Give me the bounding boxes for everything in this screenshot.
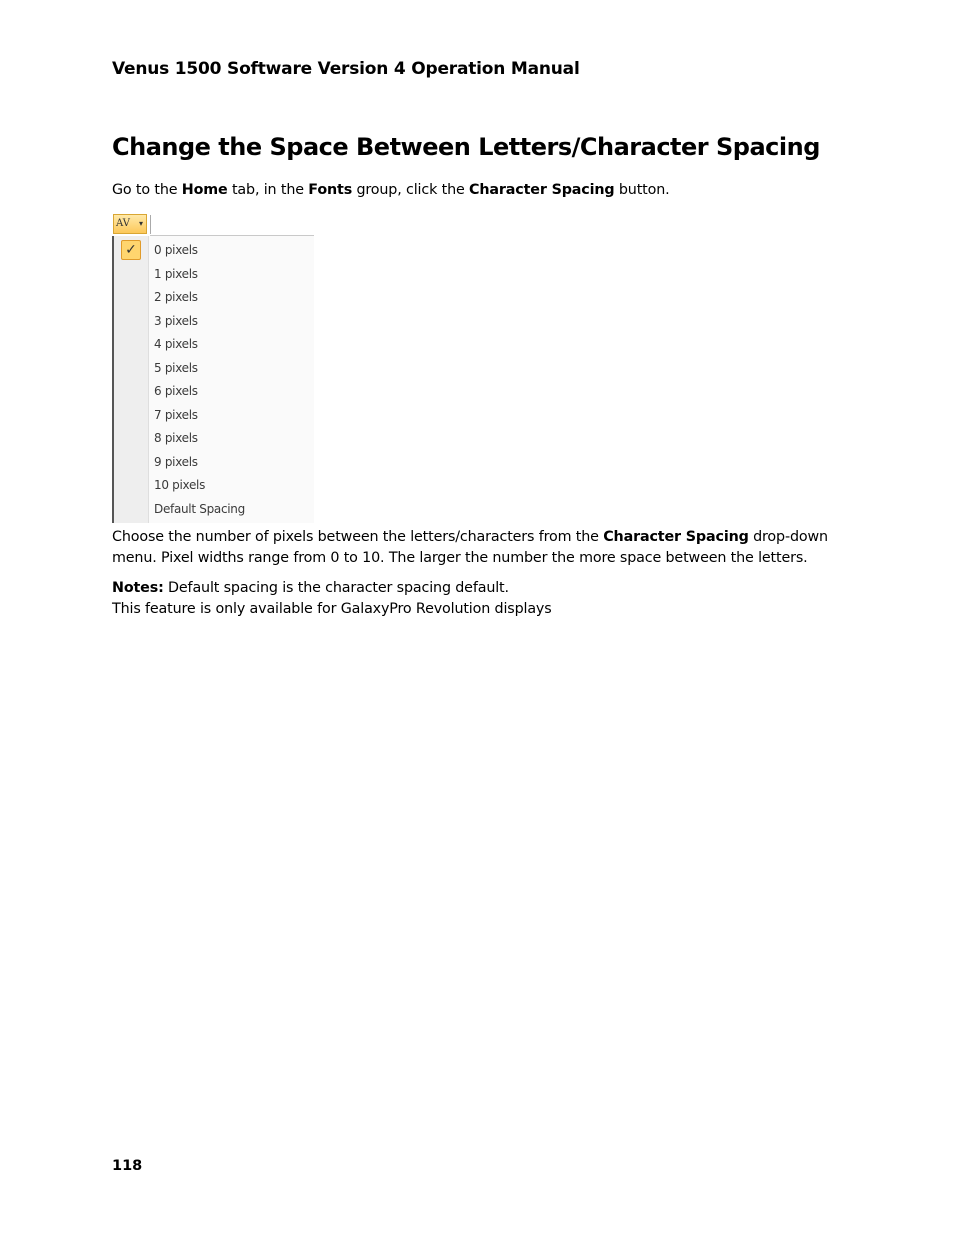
menu-item-3-pixels[interactable]: 3 pixels [154,314,198,328]
character-spacing-button[interactable] [113,214,147,234]
section-heading: Change the Space Between Letters/Character Spacing [112,133,820,161]
menu-item-10-pixels[interactable]: 10 pixels [154,478,206,492]
menu-item-2-pixels[interactable]: 2 pixels [154,290,198,304]
notes-line-2: This feature is only available for GalaxyPro Revolution displays [112,601,552,617]
menu-item-6-pixels[interactable]: 6 pixels [154,384,198,398]
menu-item-5-pixels[interactable]: 5 pixels [154,361,198,375]
menu-icon-column [114,236,149,523]
intro-text-1: Go to the [112,182,182,198]
menu-item-default-spacing[interactable]: Default Spacing [154,502,245,516]
menu-item-8-pixels[interactable]: 8 pixels [154,431,198,445]
description-bold-character-spacing: Character Spacing [603,529,749,545]
intro-bold-fonts: Fonts [308,182,353,198]
character-spacing-dropdown-screenshot [112,213,314,523]
checkmark-icon: ✓ [121,240,141,260]
page-number: 118 [112,1158,143,1174]
menu-item-7-pixels[interactable]: 7 pixels [154,408,198,422]
ribbon-strip [112,213,314,236]
intro-text-4: button. [614,182,670,198]
document-header-title: Venus 1500 Software Version 4 Operation Manual [112,59,580,79]
description-paragraph [112,527,828,569]
description-line-2: menu. Pixel widths range from 0 to 10. The larger the number the more space between the letters. [112,550,808,566]
menu-item-4-pixels[interactable]: 4 pixels [154,337,198,351]
intro-bold-character-spacing: Character Spacing [469,182,615,198]
intro-text-2: tab, in the [227,182,309,198]
character-spacing-icon: AV [116,218,130,229]
notes-paragraph [112,578,552,620]
menu-item-1-pixels[interactable]: 1 pixels [154,267,198,281]
description-text-1: Choose the number of pixels between the letters/characters from the [112,529,604,545]
description-line-1 [112,527,828,548]
character-spacing-menu [112,236,314,523]
intro-paragraph [112,180,670,201]
description-text-2: drop-down [748,529,828,545]
notes-label: Notes: [112,580,164,596]
notes-line-1 [112,578,552,599]
menu-item-9-pixels[interactable]: 9 pixels [154,455,198,469]
dropdown-arrow-icon: ▾ [138,219,143,228]
intro-text-3: group, click the [352,182,470,198]
button-divider [150,215,151,234]
menu-item-0-pixels[interactable]: 0 pixels [154,243,198,257]
notes-text: Default spacing is the character spacing default. [163,580,509,596]
intro-bold-home: Home [181,182,228,198]
